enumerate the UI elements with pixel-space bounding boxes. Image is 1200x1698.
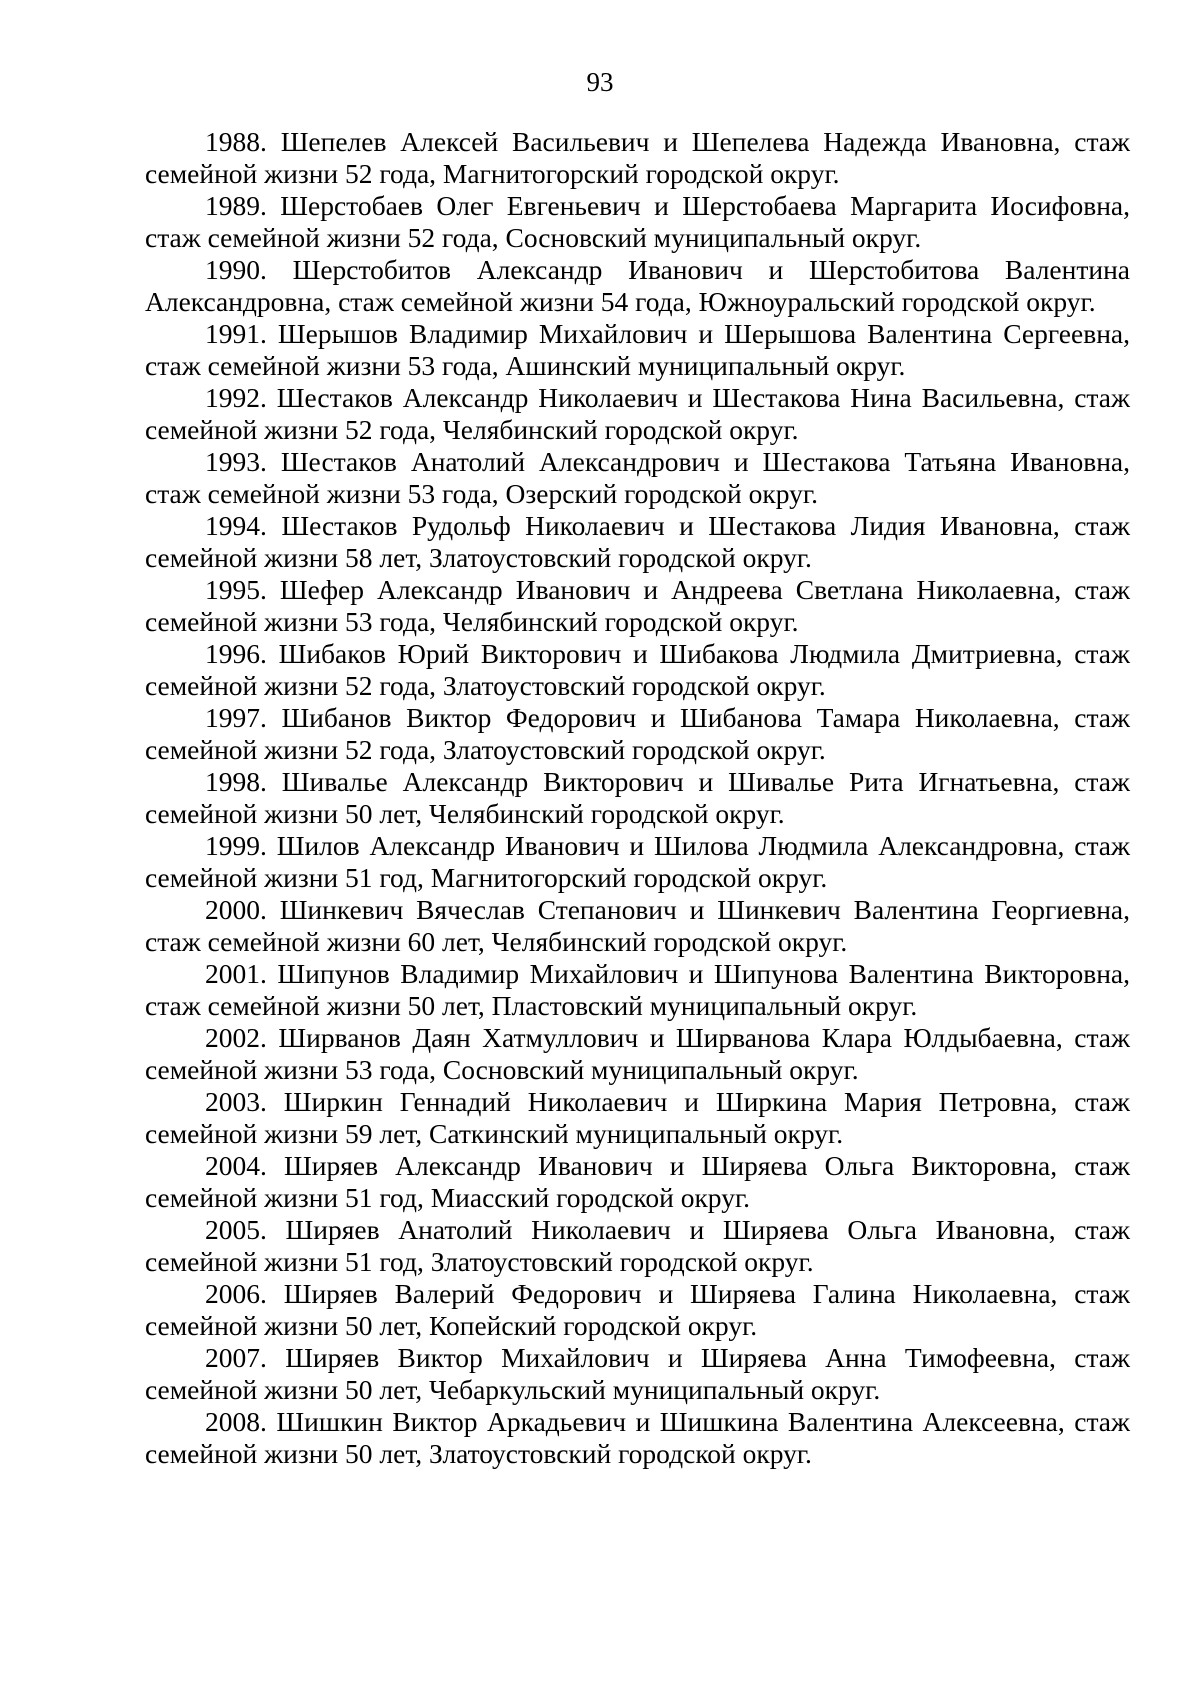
list-item: [145, 958, 1130, 1022]
list-item: [145, 318, 1130, 382]
entry-text: Ширяев Александр Иванович и Ширяева Ольга Викторовна, стаж семейной жизни 51 год, Миасский городской округ.: [145, 1150, 1130, 1213]
list-item: [145, 510, 1130, 574]
entry-number: 2001.: [205, 958, 267, 989]
entry-number: 2006.: [205, 1278, 267, 1309]
list-item: [145, 1342, 1130, 1406]
list-item: [145, 382, 1130, 446]
entry-number: 1996.: [205, 638, 267, 669]
entry-text: Шинкевич Вячеслав Степанович и Шинкевич Валентина Георгиевна, стаж семейной жизни 60 лет, Челябинский городской округ.: [145, 894, 1130, 957]
entry-number: 1997.: [205, 702, 267, 733]
page-number: 93: [586, 67, 614, 97]
entry-text: Ширяев Анатолий Николаевич и Ширяева Ольга Ивановна, стаж семейной жизни 51 год, Златоустовский городской округ.: [145, 1214, 1130, 1277]
list-item: [145, 830, 1130, 894]
entry-text: Шепелев Алексей Васильевич и Шепелева Надежда Ивановна, стаж семейной жизни 52 года, Магнитогорский городской округ.: [145, 126, 1130, 189]
entry-number: 1994.: [205, 510, 267, 541]
entry-text: Шерстобаев Олег Евгеньевич и Шерстобаева Маргарита Иосифовна, стаж семейной жизни 52 года, Сосновский муниципальный округ.: [145, 190, 1130, 253]
list-item: [145, 254, 1130, 318]
entry-text: Шишкин Виктор Аркадьевич и Шишкина Валентина Алексеевна, стаж семейной жизни 50 лет, Златоустовский городской округ.: [145, 1406, 1130, 1469]
entry-text: Шефер Александр Иванович и Андреева Светлана Николаевна, стаж семейной жизни 53 года, Челябинский городской округ.: [145, 574, 1131, 637]
entry-number: 1988.: [205, 126, 267, 157]
list-item: [145, 190, 1130, 254]
list-item: [145, 1150, 1130, 1214]
entry-number: 1998.: [205, 766, 267, 797]
entry-number: 1992.: [205, 382, 267, 413]
entry-number: 2003.: [205, 1086, 267, 1117]
entry-number: 1995.: [205, 574, 267, 605]
entry-number: 2008.: [205, 1406, 267, 1437]
entry-number: 2007.: [205, 1342, 267, 1373]
entry-list: [145, 126, 1130, 1470]
entry-text: Ширяев Виктор Михайлович и Ширяева Анна Тимофеевна, стаж семейной жизни 50 лет, Чебаркульский муниципальный округ.: [145, 1342, 1130, 1405]
entry-text: Шипунов Владимир Михайлович и Шипунова Валентина Викторовна, стаж семейной жизни 50 лет, Пластовский муниципальный округ.: [145, 958, 1131, 1021]
list-item: [145, 1086, 1130, 1150]
list-item: [145, 1022, 1130, 1086]
list-item: [145, 446, 1130, 510]
entry-text: Ширванов Даян Хатмуллович и Ширванова Клара Юлдыбаевна, стаж семейной жизни 53 года, Сосновский муниципальный округ.: [145, 1022, 1131, 1085]
entry-number: 1993.: [205, 446, 267, 477]
entry-text: Шестаков Анатолий Александрович и Шестакова Татьяна Ивановна, стаж семейной жизни 53 года, Озерский городской округ.: [145, 446, 1131, 509]
list-item: [145, 894, 1130, 958]
list-item: [145, 574, 1130, 638]
entry-text: Шерстобитов Александр Иванович и Шерстобитова Валентина Александровна, стаж семейной жизни 54 года, Южноуральский городской округ.: [145, 254, 1130, 317]
entry-text: Шилов Александр Иванович и Шилова Людмила Александровна, стаж семейной жизни 51 год, Магнитогорский городской округ.: [145, 830, 1131, 893]
entry-text: Шерышов Владимир Михайлович и Шерышова Валентина Сергеевна, стаж семейной жизни 53 года, Ашинский муниципальный округ.: [145, 318, 1130, 381]
list-item: [145, 766, 1130, 830]
entry-number: 2004.: [205, 1150, 267, 1181]
entry-text: Ширяев Валерий Федорович и Ширяева Галина Николаевна, стаж семейной жизни 50 лет, Копейский городской округ.: [145, 1278, 1130, 1341]
entry-text: Шивалье Александр Викторович и Шивалье Рита Игнатьевна, стаж семейной жизни 50 лет, Челябинский городской округ.: [145, 766, 1130, 829]
entry-number: 1990.: [205, 254, 267, 285]
list-item: [145, 1278, 1130, 1342]
entry-text: Шестаков Рудольф Николаевич и Шестакова Лидия Ивановна, стаж семейной жизни 58 лет, Златоустовский городской округ.: [145, 510, 1130, 573]
list-item: [145, 702, 1130, 766]
entry-text: Ширкин Геннадий Николаевич и Ширкина Мария Петровна, стаж семейной жизни 59 лет, Саткинский муниципальный округ.: [145, 1086, 1131, 1149]
entry-number: 1991.: [205, 318, 267, 349]
entry-text: Шибанов Виктор Федорович и Шибанова Тамара Николаевна, стаж семейной жизни 52 года, Златоустовский городской округ.: [145, 702, 1130, 765]
entry-number: 2000.: [205, 894, 267, 925]
list-item: [145, 638, 1130, 702]
entry-text: Шибаков Юрий Викторович и Шибакова Людмила Дмитриевна, стаж семейной жизни 52 года, Златоустовский городской округ.: [145, 638, 1130, 701]
entry-number: 2005.: [205, 1214, 267, 1245]
entry-number: 1999.: [205, 830, 267, 861]
list-item: [145, 126, 1130, 190]
list-item: [145, 1214, 1130, 1278]
entry-number: 2002.: [205, 1022, 267, 1053]
list-item: [145, 1406, 1130, 1470]
entry-number: 1989.: [205, 190, 267, 221]
entry-text: Шестаков Александр Николаевич и Шестакова Нина Васильевна, стаж семейной жизни 52 года, Челябинский городской округ.: [145, 382, 1130, 445]
